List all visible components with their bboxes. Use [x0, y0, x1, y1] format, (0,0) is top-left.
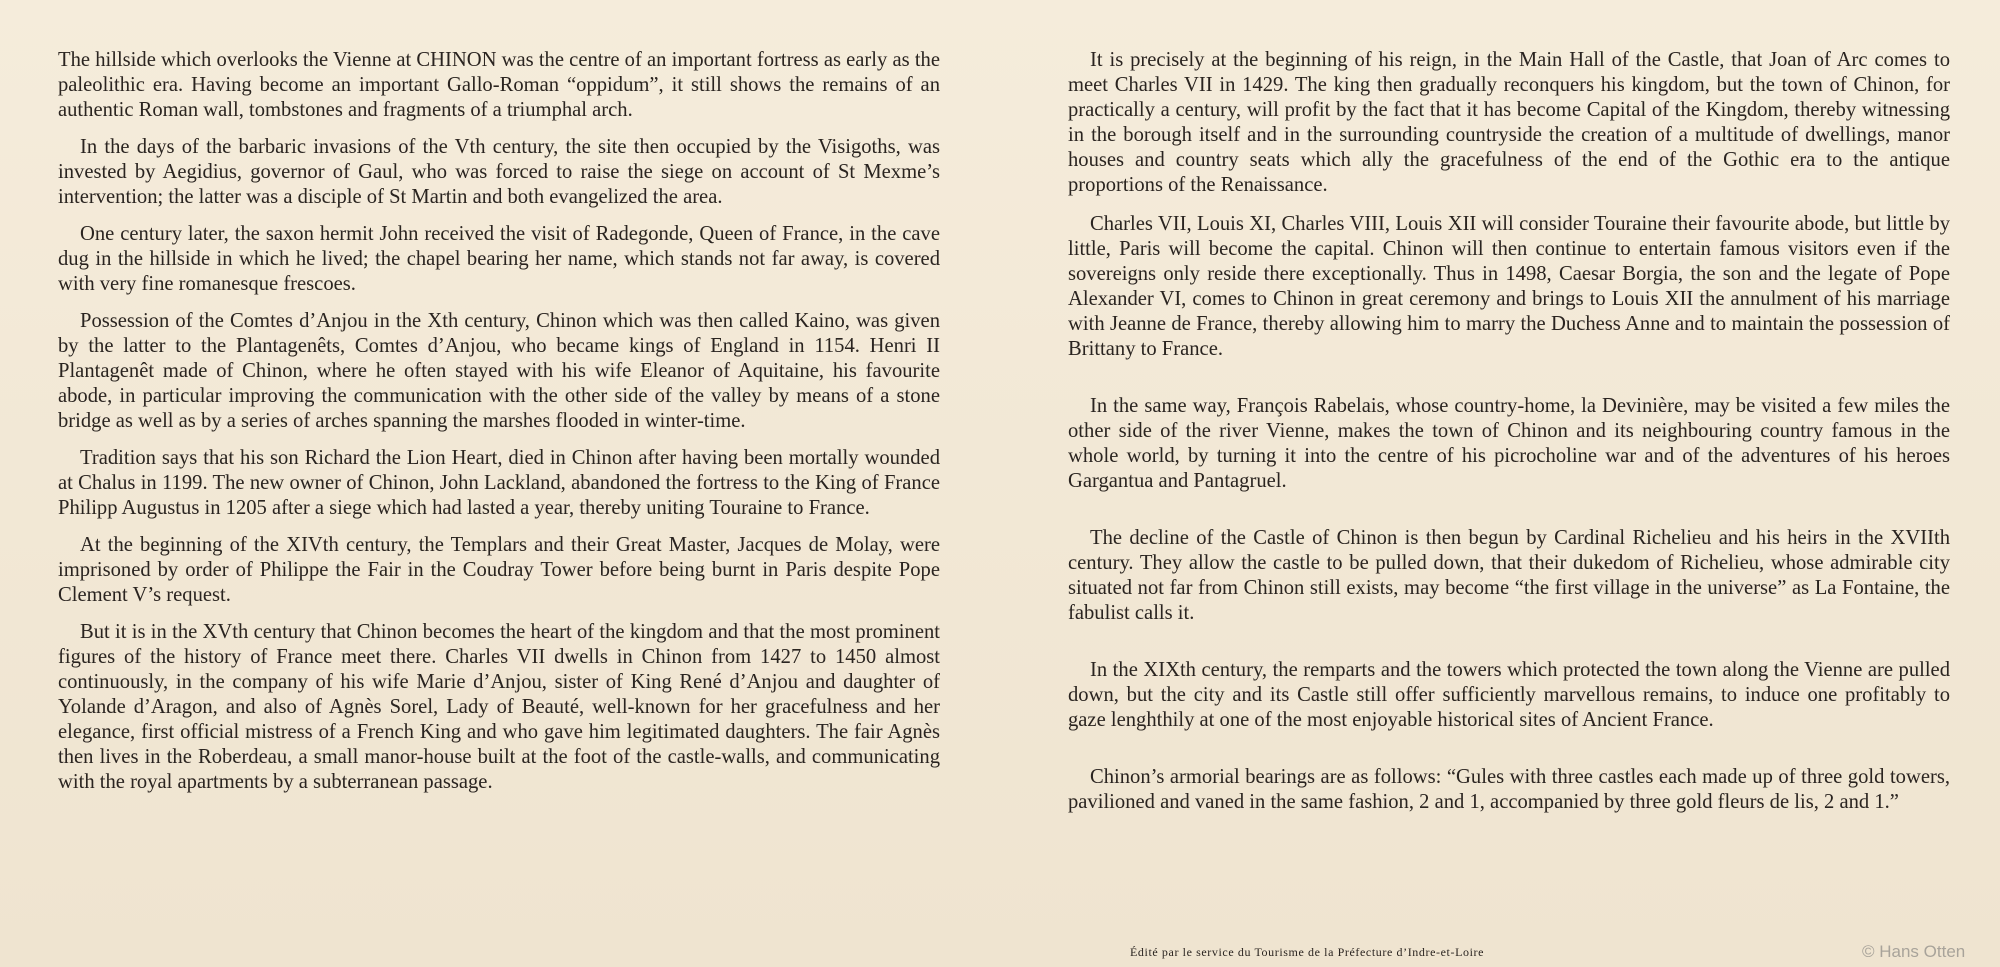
publisher-footer: Édité par le service du Tourisme de la Préfecture d’Indre-et-Loire [1130, 945, 1485, 959]
paragraph-xvth-century: But it is in the XVth century that Chinon becomes the heart of the kingdom and that the most prominent figures of the history of France meet there. Charles VII dwells in Chinon from 1427 to 1450 almost continuously, in the company of his wife Marie d’Anjou, sister of King René d’Anjou and daughter of Yolande d’Aragon, and also of Agnès Sorel, Lady of Beauté, well-known for her gracefulness and her elegance, first official mistress of a French King and who gave him legitimated daughters. The fair Agnès then lives in the Roberdeau, a small manor-house built at the foot of the castle-walls, and communicating with the royal apartments by a subterranean passage. [58, 621, 940, 793]
right-column [1068, 48, 1950, 815]
paragraph-joan-of-arc: It is precisely at the beginning of his reign, in the Main Hall of the Castle, that Joan of Arc comes to meet Charles VII in 1429. The king then gradually reconquers his kingdom, but the town of Chinon, for practically a century, will profit by the fact that it has become Capital of the Kingdom, thereby witnessing in the borough itself and in the surrounding countryside the creation of a multitude of dwellings, manor houses and country seats which ally the gracefulness of the end of the Gothic era to the antique proportions of the Renaissance. [1068, 49, 1950, 196]
paragraph-xixth-century: In the XIXth century, the remparts and the towers which protected the town along the Vienne are pulled down, but the city and its Castle still offer sufficiently marvellous remains, to induce one profitably to gaze lenghthily at one of the most enjoyable historical sites of Ancient France. [1068, 659, 1950, 731]
paragraph-rabelais: In the same way, François Rabelais, whose country-home, la Devinière, may be visited a few miles the other side of the river Vienne, makes the town of Chinon and its neighbouring country famous in the whole world, by turning it into the centre of his picrocholine war and of the adventures of his heroes Gargantua and Pantagruel. [1068, 395, 1950, 492]
paragraph-richard-lion-heart: Tradition says that his son Richard the Lion Heart, died in Chinon after having been mortally wounded at Chalus in 1199. The new owner of Chinon, John Lackland, abandoned the fortress to the King of France Philipp Augustus in 1205 after a siege which had lasted a year, thereby uniting Touraine to France. [58, 447, 940, 519]
paragraph-templars: At the beginning of the XIVth century, the Templars and their Great Master, Jacques de Molay, were imprisoned by order of Philippe the Fair in the Coudray Tower before being burnt in Paris despite Pope Clement V’s request. [58, 534, 940, 606]
paragraph-kings-touraine: Charles VII, Louis XI, Charles VIII, Louis XII will consider Touraine their favourite abode, but little by little, Paris will become the capital. Chinon will then continue to entertain famous visitors even if the sovereigns only reside there exceptionally. Thus in 1498, Caesar Borgia, the son and the legate of Pope Alexander VI, comes to Chinon in great ceremony and brings to Louis XII the annulment of his marriage with Jeanne de France, thereby allowing him to marry the Duchess Anne and to maintain the possession of Brittany to France. [1068, 213, 1950, 360]
paragraph-plantagenets: Possession of the Comtes d’Anjou in the Xth century, Chinon which was then called Kaino, was given by the latter to the Plantagenêts, Comtes d’Anjou, who became kings of England in 1154. Henri II Plantagenêt made of Chinon, where he often stayed with his wife Eleanor of Aquitaine, his favourite abode, in particular improving the communication with the other side of the valley by means of a stone bridge as well as by a series of arches spanning the marshes flooded in winter-time. [58, 310, 940, 432]
copyright-watermark: © Hans Otten [1862, 942, 1966, 961]
paragraph-radegonde: One century later, the saxon hermit John received the visit of Radegonde, Queen of France, in the cave dug in the hillside in which he lived; the chapel bearing her name, which stands not far away, is covered with very fine romanesque frescoes. [58, 223, 940, 295]
paragraph-armorial-bearings: Chinon’s armorial bearings are as follows: “Gules with three castles each made up of three gold towers, pavilioned and vaned in the same fashion, 2 and 1, accompanied by three gold fleurs de lis, 2 and 1.” [1068, 766, 1950, 813]
left-column [58, 48, 940, 795]
paragraph-barbaric-invasions: In the days of the barbaric invasions of the Vth century, the site then occupied by the Visigoths, was invested by Aegidius, governor of Gaul, who was forced to raise the siege on account of St Mexme’s intervention; the latter was a disciple of St Martin and both evangelized the area. [58, 136, 940, 208]
paragraph-richelieu: The decline of the Castle of Chinon is then begun by Cardinal Richelieu and his heirs in the XVIIth century. They allow the castle to be pulled down, that their dukedom of Richelieu, whose admirable city situated not far from Chinon still exists, may become “the first village in the universe” as La Fontaine, the fabulist calls it. [1068, 527, 1950, 624]
paragraph-paleolithic: The hillside which overlooks the Vienne at CHINON was the centre of an important fortress as early as the paleolithic era. Having become an important Gallo-Roman “oppidum”, it still shows the remains of an authentic Roman wall, tombstones and fragments of a triumphal arch. [58, 49, 940, 121]
